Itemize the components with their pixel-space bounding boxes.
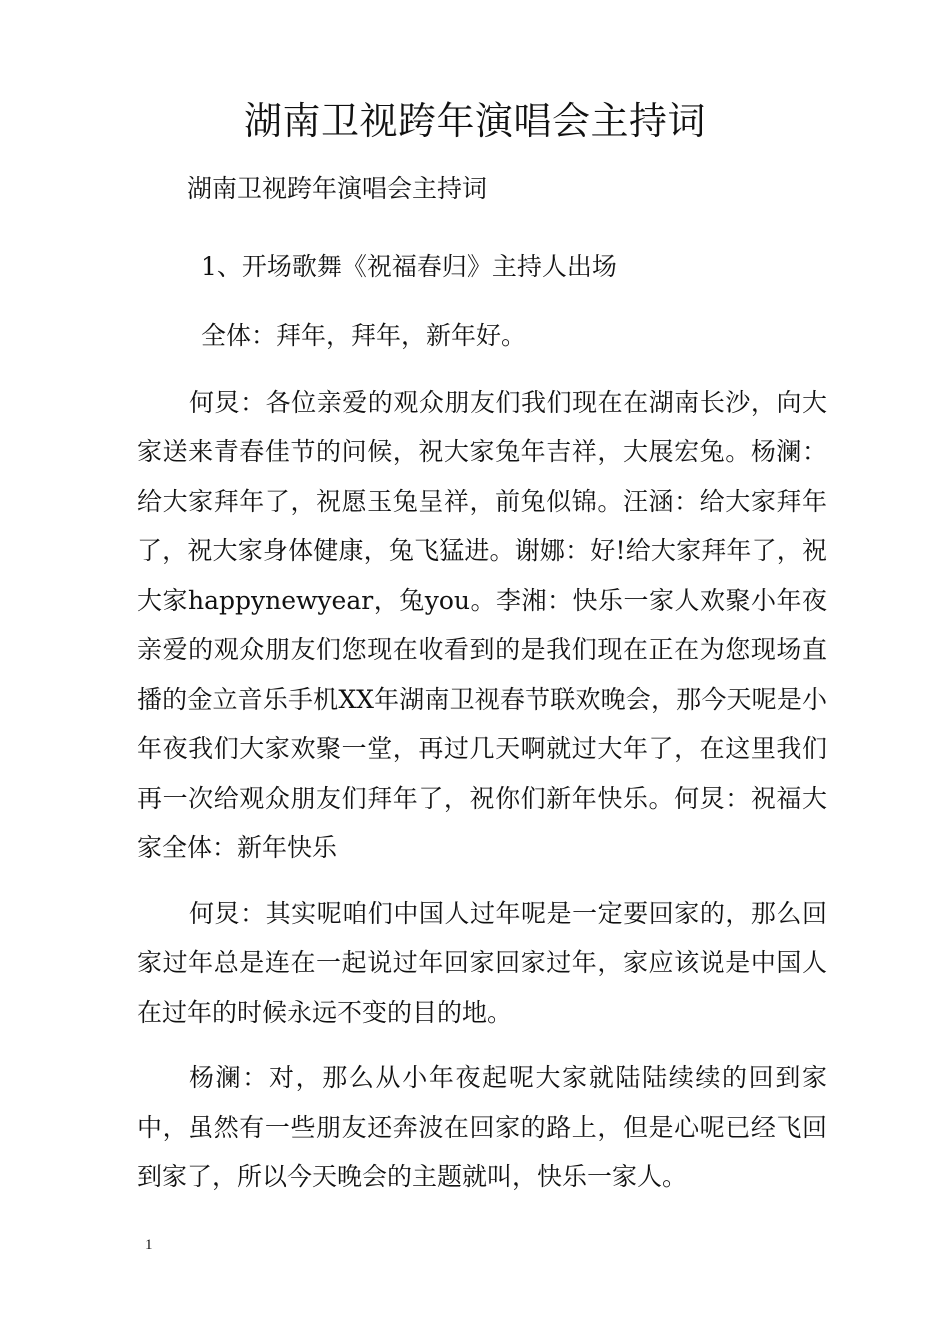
dialogue-paragraph: 杨澜：对，那么从小年夜起呢大家就陆陆续续的回到家中，虽然有一些朋友还奔波在回家的路上，但是心呢已经飞回到家了，所以今天晚会的主题就叫，快乐一家人。 [137,1063,827,1191]
subtitle-paragraph: 湖南卫视跨年演唱会主持词 [187,174,488,203]
page-number: 1 [145,1237,153,1253]
document-title: 湖南卫视跨年演唱会主持词 [243,99,706,143]
dialogue-paragraph: 何炅：其实呢咱们中国人过年呢是一定要回家的，那么回家过年总是连在一起说过年回家回家过年，家应该说是中国人在过年的时候永远不变的目的地。 [137,898,827,1027]
chorus-paragraph: 全体：拜年，拜年，新年好。 [201,321,527,350]
document-body [137,164,827,1218]
section-heading-paragraph: 1、开场歌舞《祝福春归》主持人出场 [201,251,617,281]
dialogue-paragraph: 何炅：各位亲爱的观众朋友们我们现在在湖南长沙，向大家送来青春佳节的问候，祝大家兔年吉祥，大展宏兔。杨澜：给大家拜年了，祝愿玉兔呈祥，前兔似锦。汪涵：给大家拜年了，祝大家身体健康，兔飞猛进。谢娜：好!给大家拜年了，祝大家happynewyear，兔you。李湘：快乐一家人欢聚小年夜亲爱的观众朋友们您现在收看到的是我们现在正在为您现场直播的金立音乐手机XX年湖南卫视春节联欢晚会，那今天呢是小年夜我们大家欢聚一堂，再过几天啊就过大年了，在这里我们再一次给观众朋友们拜年了，祝你们新年快乐。何炅：祝福大家全体：新年快乐 [137,387,827,862]
